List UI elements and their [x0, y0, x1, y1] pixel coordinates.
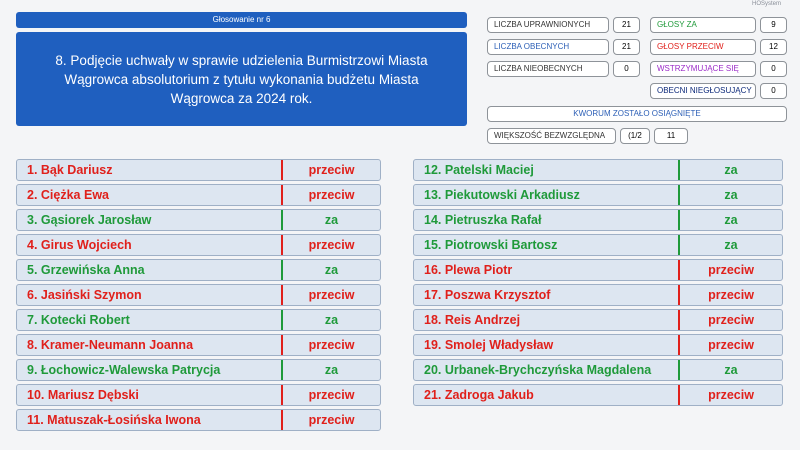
voter-name: 10. Mariusz Dębski: [27, 388, 139, 402]
stat-za-value: 9: [760, 17, 787, 33]
resolution-text: [16, 32, 467, 126]
voter-name: 13. Piekutowski Arkadiusz: [424, 188, 580, 202]
voter-name: 15. Piotrowski Bartosz: [424, 238, 558, 252]
voter-vote: przeciw: [708, 313, 754, 327]
voter-row: [16, 359, 381, 381]
stat-wstrzymujace-value: 0: [760, 61, 787, 77]
voter-vote: za: [724, 163, 738, 177]
voter-row: [413, 334, 783, 356]
majority-label: WIĘKSZOŚĆ BEZWZGLĘDNA: [487, 128, 616, 144]
voter-vote: przeciw: [308, 338, 355, 352]
voter-vote: przeciw: [308, 163, 355, 177]
voter-row: [413, 309, 783, 331]
voter-name: 8. Kramer-Neumann Joanna: [27, 338, 194, 352]
voter-vote: za: [724, 213, 738, 227]
voter-name: 9. Łochowicz-Walewska Patrycja: [27, 363, 221, 377]
voter-row: [413, 384, 783, 406]
voter-row: [413, 359, 783, 381]
voter-row: [16, 159, 381, 181]
voter-vote: przeciw: [308, 238, 355, 252]
voter-vote: przeciw: [308, 413, 355, 427]
voter-vote: za: [724, 188, 738, 202]
voter-name: 4. Girus Wojciech: [27, 238, 132, 252]
quorum-status: KWORUM ZOSTAŁO OSIĄGNIĘTE: [487, 106, 787, 122]
voter-vote: przeciw: [708, 288, 754, 302]
voter-name: 12. Patelski Maciej: [424, 163, 534, 177]
voter-row: [16, 409, 381, 431]
stat-nieobecnych-value: 0: [613, 61, 640, 77]
voter-name: 5. Grzewińska Anna: [27, 263, 145, 277]
voter-name: 1. Bąk Dariusz: [27, 163, 113, 177]
voter-name: 16. Plewa Piotr: [424, 263, 513, 277]
voter-name: 3. Gąsiorek Jarosław: [27, 213, 152, 227]
resolution-label: 8. Podjęcie uchwały w sprawie udzielenia Burmistrzowi Miasta Wągrowca absolutorium z tytułu wykonania budżetu Miasta Wągrowca za 2024 rok.: [55, 52, 428, 106]
voter-name: 21. Zadroga Jakub: [424, 388, 534, 402]
voter-name: 6. Jasiński Szymon: [27, 288, 142, 302]
majority-value: 11: [654, 128, 688, 144]
voter-name: 20. Urbanek-Brychczyńska Magdalena: [424, 363, 652, 377]
voter-name: 7. Kotecki Robert: [27, 313, 130, 327]
voter-row: [413, 234, 783, 256]
brand-label: HOSystem: [752, 1, 782, 7]
voter-row: [16, 209, 381, 231]
voter-vote: za: [324, 363, 339, 377]
voter-vote: przeciw: [708, 388, 754, 402]
voter-name: 19. Smolej Władysław: [424, 338, 554, 352]
voter-vote: za: [324, 313, 339, 327]
voter-row: [16, 184, 381, 206]
voter-vote: przeciw: [308, 188, 355, 202]
voter-row: [16, 234, 381, 256]
voter-name: 17. Poszwa Krzysztof: [424, 288, 551, 302]
stat-uprawnionych-label: LICZBA UPRAWNIONYCH: [487, 17, 609, 33]
stat-niegl-value: 0: [760, 83, 787, 99]
voter-name: 2. Ciężka Ewa: [27, 188, 109, 202]
voter-vote: przeciw: [708, 338, 754, 352]
voter-vote: przeciw: [708, 263, 754, 277]
voter-row: [16, 259, 381, 281]
majority-fraction: (1/2: [620, 128, 650, 144]
voter-name: 18. Reis Andrzej: [424, 313, 521, 327]
stat-obecnych-label: LICZBA OBECNYCH: [487, 39, 609, 55]
voter-row: [16, 284, 381, 306]
voter-row: [413, 159, 783, 181]
stat-uprawnionych-value: 21: [613, 17, 640, 33]
voter-vote: za: [324, 213, 339, 227]
voter-vote: przeciw: [308, 288, 355, 302]
voter-row: [16, 309, 381, 331]
stat-nieobecnych-label: LICZBA NIEOBECNYCH: [487, 61, 609, 77]
voter-name: 11. Matuszak-Łosińska Iwona: [27, 413, 201, 427]
voter-row: [16, 334, 381, 356]
voter-row: [413, 259, 783, 281]
stat-za-label: GŁOSY ZA: [650, 17, 756, 33]
voter-vote: za: [324, 263, 339, 277]
voter-row: [16, 384, 381, 406]
voter-vote: przeciw: [308, 388, 355, 402]
voter-vote: za: [724, 363, 738, 377]
voter-row: [413, 209, 783, 231]
voter-vote: za: [724, 238, 738, 252]
voter-row: [413, 184, 783, 206]
stat-wstrzymujace-label: WSTRZYMUJĄCE SIĘ: [650, 61, 756, 77]
voter-row: [413, 284, 783, 306]
vote-title: Głosowanie nr 6: [16, 12, 467, 28]
stat-przeciw-value: 12: [760, 39, 787, 55]
stat-przeciw-label: GŁOSY PRZECIW: [650, 39, 756, 55]
stat-niegl-label: OBECNI NIEGŁOSUJĄCY: [650, 83, 756, 99]
stat-obecnych-value: 21: [613, 39, 640, 55]
voter-name: 14. Pietruszka Rafał: [424, 213, 542, 227]
